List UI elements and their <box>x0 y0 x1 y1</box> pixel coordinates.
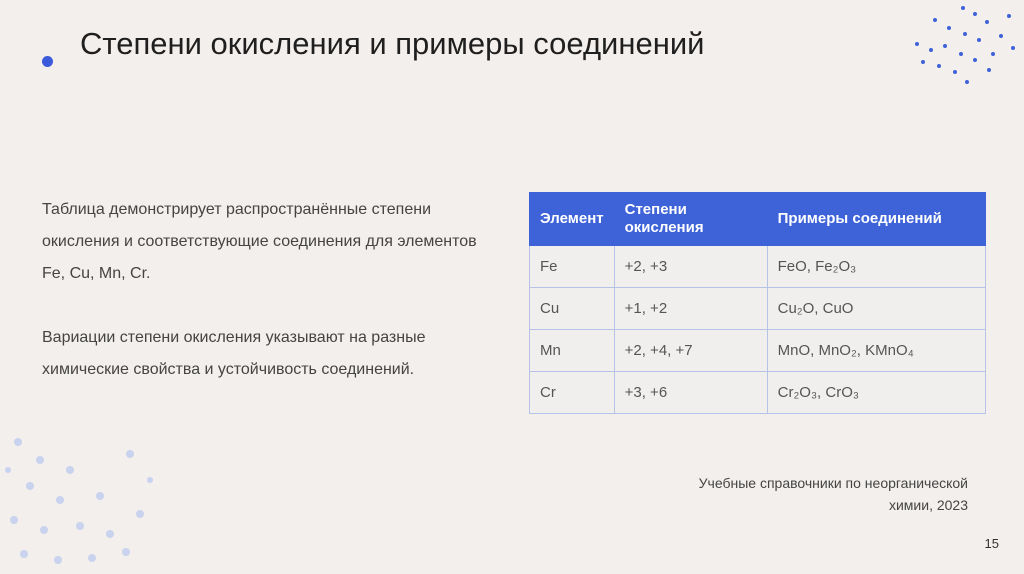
table-header-row <box>530 193 986 246</box>
cell-element: Cr <box>530 372 615 414</box>
cell-compounds: Cu₂O, CuO <box>767 288 985 330</box>
page-number: 15 <box>984 536 999 551</box>
cell-oxidation-states: +2, +4, +7 <box>614 330 767 372</box>
source-citation <box>628 472 968 516</box>
pattern-bottom-left <box>0 430 170 574</box>
source-line-1: Учебные справочники по неорганической <box>698 475 968 491</box>
header-oxidation-states: Степени окисления <box>614 193 767 246</box>
source-line-2: химии, 2023 <box>888 497 968 513</box>
paragraph-2: Вариации степени окисления указывают на разные химические свойства и устойчивость соединений. <box>42 329 426 378</box>
title-bullet-dot <box>42 56 53 67</box>
cell-element: Cu <box>530 288 615 330</box>
oxidation-states-table <box>529 192 986 414</box>
table-row <box>530 372 986 414</box>
slide-title: Степени окисления и примеры соединений <box>80 26 705 61</box>
cell-compounds: FeO, Fe₂O₃ <box>767 246 985 288</box>
cell-compounds: MnO, MnO₂, KMnO₄ <box>767 330 985 372</box>
table-row <box>530 288 986 330</box>
paragraph-1: Таблица демонстрирует распространённые степени окисления и соответствующие соединения для элементов Fe, Cu, Mn, Cr. <box>42 201 477 282</box>
cell-oxidation-states: +2, +3 <box>614 246 767 288</box>
cell-element: Fe <box>530 246 615 288</box>
dot-pattern-top-right <box>905 2 1020 92</box>
table-row <box>530 246 986 288</box>
description-text <box>42 194 502 418</box>
cell-oxidation-states: +3, +6 <box>614 372 767 414</box>
cell-compounds: Cr₂O₃, CrO₃ <box>767 372 985 414</box>
cell-oxidation-states: +1, +2 <box>614 288 767 330</box>
header-example-compounds: Примеры соединений <box>767 193 985 246</box>
table-row <box>530 330 986 372</box>
header-element: Элемент <box>530 193 615 246</box>
cell-element: Mn <box>530 330 615 372</box>
